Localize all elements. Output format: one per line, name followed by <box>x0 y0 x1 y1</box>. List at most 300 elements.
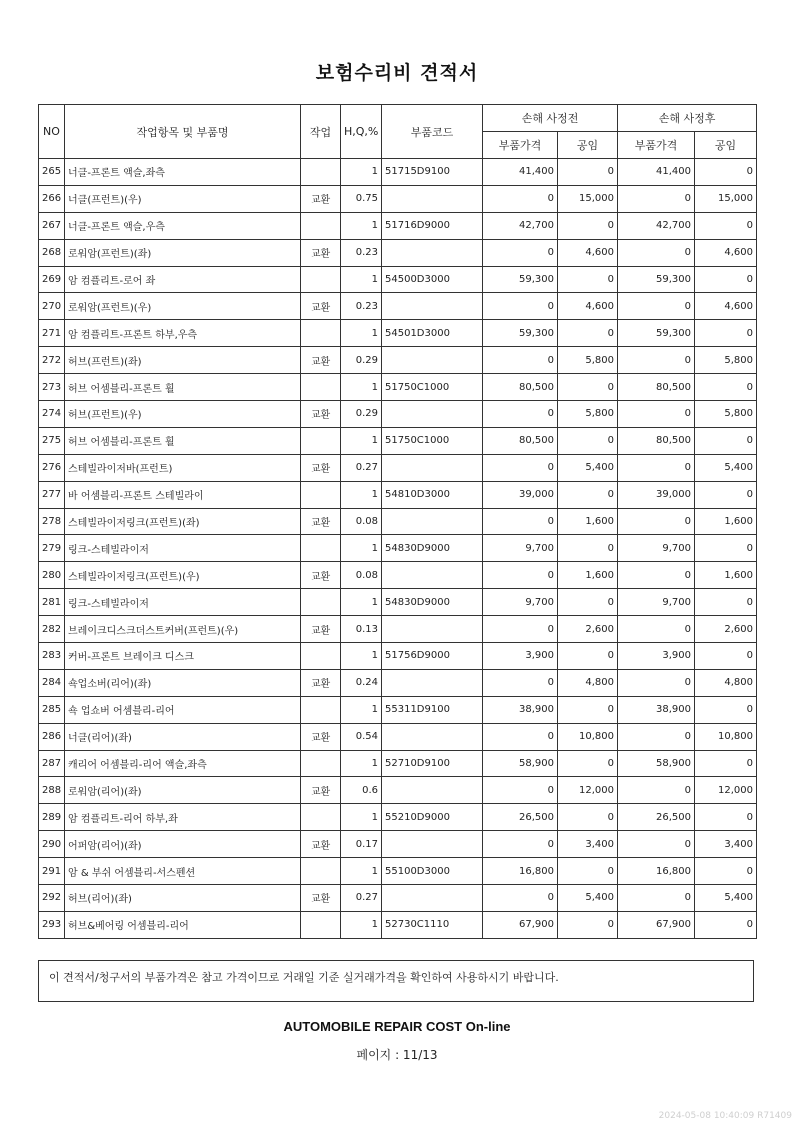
after-labor: 1,600 <box>695 508 757 535</box>
estimate-table <box>38 104 757 939</box>
after-part-price: 0 <box>618 508 695 535</box>
hq-value: 1 <box>341 804 382 831</box>
row-no: 275 <box>39 427 65 454</box>
hq-value: 1 <box>341 159 382 186</box>
before-labor: 5,400 <box>558 885 618 912</box>
part-code: 55210D9000 <box>382 804 483 831</box>
item-name: 쇽 업쇼버 어셈블리-리어 <box>65 696 301 723</box>
row-no: 288 <box>39 777 65 804</box>
before-labor: 4,600 <box>558 293 618 320</box>
before-part-price: 9,700 <box>483 535 558 562</box>
before-part-price: 80,500 <box>483 427 558 454</box>
before-part-price: 16,800 <box>483 858 558 885</box>
row-no: 292 <box>39 885 65 912</box>
item-name: 로워암(리어)(좌) <box>65 777 301 804</box>
hq-value: 1 <box>341 266 382 293</box>
header-item: 작업항목 및 부품명 <box>65 105 301 159</box>
before-part-price: 26,500 <box>483 804 558 831</box>
work-type <box>301 750 341 777</box>
hq-value: 0.23 <box>341 239 382 266</box>
header-after: 손해 사정후 <box>618 105 757 132</box>
before-labor: 0 <box>558 911 618 938</box>
before-part-price: 0 <box>483 723 558 750</box>
row-no: 281 <box>39 589 65 616</box>
row-no: 289 <box>39 804 65 831</box>
after-labor: 0 <box>695 535 757 562</box>
after-labor: 0 <box>695 212 757 239</box>
after-part-price: 41,400 <box>618 159 695 186</box>
before-labor: 5,800 <box>558 347 618 374</box>
after-part-price: 16,800 <box>618 858 695 885</box>
item-name: 너클(프런트)(우) <box>65 185 301 212</box>
part-code: 52710D9100 <box>382 750 483 777</box>
after-labor: 0 <box>695 858 757 885</box>
after-labor: 4,600 <box>695 239 757 266</box>
after-labor: 0 <box>695 481 757 508</box>
before-labor: 0 <box>558 481 618 508</box>
table-row <box>39 185 757 212</box>
before-labor: 0 <box>558 804 618 831</box>
before-labor: 1,600 <box>558 562 618 589</box>
part-code: 52730C1110 <box>382 911 483 938</box>
before-labor: 4,800 <box>558 669 618 696</box>
header-before-labor: 공임 <box>558 132 618 159</box>
work-type <box>301 427 341 454</box>
item-name: 로워암(프런트)(좌) <box>65 239 301 266</box>
before-labor: 12,000 <box>558 777 618 804</box>
after-labor: 4,800 <box>695 669 757 696</box>
table-row <box>39 374 757 401</box>
after-part-price: 0 <box>618 831 695 858</box>
hq-value: 0.27 <box>341 454 382 481</box>
after-labor: 12,000 <box>695 777 757 804</box>
before-part-price: 38,900 <box>483 696 558 723</box>
after-labor: 5,400 <box>695 885 757 912</box>
before-labor: 5,400 <box>558 454 618 481</box>
after-labor: 5,400 <box>695 454 757 481</box>
before-labor: 1,600 <box>558 508 618 535</box>
after-labor: 15,000 <box>695 185 757 212</box>
item-name: 허브 어셈블리-프론트 휠 <box>65 374 301 401</box>
after-labor: 0 <box>695 374 757 401</box>
after-labor: 0 <box>695 266 757 293</box>
table-row <box>39 911 757 938</box>
work-type: 교환 <box>301 669 341 696</box>
table-row <box>39 723 757 750</box>
work-type <box>301 804 341 831</box>
hq-value: 1 <box>341 427 382 454</box>
row-no: 291 <box>39 858 65 885</box>
table-row <box>39 750 757 777</box>
print-timestamp: 2024-05-08 10:40:09 R71409 <box>658 1111 792 1121</box>
before-labor: 0 <box>558 374 618 401</box>
after-labor: 0 <box>695 804 757 831</box>
item-name: 너클-프론트 액슬,우측 <box>65 212 301 239</box>
before-part-price: 0 <box>483 777 558 804</box>
item-name: 너클(리어)(좌) <box>65 723 301 750</box>
row-no: 287 <box>39 750 65 777</box>
hq-value: 1 <box>341 481 382 508</box>
part-code: 54830D9000 <box>382 589 483 616</box>
item-name: 암 컴플리트-리어 하부,좌 <box>65 804 301 831</box>
before-part-price: 0 <box>483 616 558 643</box>
hq-value: 1 <box>341 643 382 670</box>
work-type: 교환 <box>301 616 341 643</box>
part-code <box>382 401 483 428</box>
after-part-price: 67,900 <box>618 911 695 938</box>
hq-value: 0.08 <box>341 508 382 535</box>
item-name: 로워암(프런트)(우) <box>65 293 301 320</box>
hq-value: 1 <box>341 858 382 885</box>
work-type: 교환 <box>301 831 341 858</box>
hq-value: 0.13 <box>341 616 382 643</box>
after-part-price: 0 <box>618 562 695 589</box>
after-part-price: 0 <box>618 347 695 374</box>
row-no: 269 <box>39 266 65 293</box>
table-row <box>39 535 757 562</box>
after-part-price: 59,300 <box>618 320 695 347</box>
work-type <box>301 858 341 885</box>
before-part-price: 59,300 <box>483 266 558 293</box>
before-part-price: 0 <box>483 401 558 428</box>
table-row <box>39 696 757 723</box>
row-no: 278 <box>39 508 65 535</box>
row-no: 282 <box>39 616 65 643</box>
hq-value: 1 <box>341 589 382 616</box>
header-hq: H,Q,% <box>341 105 382 159</box>
item-name: 커버-프론트 브레이크 디스크 <box>65 643 301 670</box>
part-code: 55100D3000 <box>382 858 483 885</box>
before-labor: 0 <box>558 427 618 454</box>
work-type <box>301 589 341 616</box>
after-part-price: 59,300 <box>618 266 695 293</box>
header-before-price: 부품가격 <box>483 132 558 159</box>
before-labor: 0 <box>558 589 618 616</box>
work-type: 교환 <box>301 885 341 912</box>
after-labor: 0 <box>695 911 757 938</box>
before-labor: 0 <box>558 159 618 186</box>
part-code <box>382 562 483 589</box>
part-code: 51750C1000 <box>382 427 483 454</box>
before-labor: 5,800 <box>558 401 618 428</box>
table-row <box>39 858 757 885</box>
row-no: 280 <box>39 562 65 589</box>
row-no: 271 <box>39 320 65 347</box>
table-row <box>39 885 757 912</box>
work-type <box>301 643 341 670</box>
before-part-price: 39,000 <box>483 481 558 508</box>
hq-value: 1 <box>341 911 382 938</box>
table-row <box>39 293 757 320</box>
row-no: 283 <box>39 643 65 670</box>
work-type <box>301 266 341 293</box>
hq-value: 0.17 <box>341 831 382 858</box>
after-labor: 0 <box>695 696 757 723</box>
after-part-price: 80,500 <box>618 374 695 401</box>
hq-value: 1 <box>341 696 382 723</box>
row-no: 274 <box>39 401 65 428</box>
header-work: 작업 <box>301 105 341 159</box>
table-row <box>39 239 757 266</box>
work-type: 교환 <box>301 508 341 535</box>
table-row <box>39 643 757 670</box>
after-labor: 0 <box>695 320 757 347</box>
after-labor: 0 <box>695 427 757 454</box>
before-labor: 0 <box>558 320 618 347</box>
part-code <box>382 347 483 374</box>
item-name: 스테빌라이저링크(프런트)(우) <box>65 562 301 589</box>
header-code: 부품코드 <box>382 105 483 159</box>
document-title: 보험수리비 견적서 <box>315 62 479 84</box>
after-part-price: 42,700 <box>618 212 695 239</box>
after-part-price: 0 <box>618 454 695 481</box>
before-labor: 10,800 <box>558 723 618 750</box>
after-labor: 3,400 <box>695 831 757 858</box>
after-labor: 0 <box>695 159 757 186</box>
row-no: 290 <box>39 831 65 858</box>
hq-value: 0.08 <box>341 562 382 589</box>
part-code: 54500D3000 <box>382 266 483 293</box>
work-type: 교환 <box>301 723 341 750</box>
part-code: 55311D9100 <box>382 696 483 723</box>
part-code <box>382 723 483 750</box>
before-labor: 4,600 <box>558 239 618 266</box>
after-labor: 0 <box>695 750 757 777</box>
before-part-price: 0 <box>483 239 558 266</box>
hq-value: 0.24 <box>341 669 382 696</box>
work-type: 교환 <box>301 401 341 428</box>
after-part-price: 26,500 <box>618 804 695 831</box>
part-code: 51716D9000 <box>382 212 483 239</box>
after-part-price: 3,900 <box>618 643 695 670</box>
part-code <box>382 831 483 858</box>
row-no: 272 <box>39 347 65 374</box>
after-labor: 5,800 <box>695 401 757 428</box>
table-row <box>39 508 757 535</box>
after-part-price: 58,900 <box>618 750 695 777</box>
after-part-price: 0 <box>618 185 695 212</box>
item-name: 암 컴플리트-프론트 하부,우측 <box>65 320 301 347</box>
table-row <box>39 212 757 239</box>
after-labor: 1,600 <box>695 562 757 589</box>
work-type <box>301 481 341 508</box>
hq-value: 0.75 <box>341 185 382 212</box>
table-row <box>39 562 757 589</box>
table-row <box>39 831 757 858</box>
table-row <box>39 427 757 454</box>
after-part-price: 9,700 <box>618 589 695 616</box>
part-code <box>382 885 483 912</box>
hq-value: 0.23 <box>341 293 382 320</box>
hq-value: 1 <box>341 320 382 347</box>
before-labor: 0 <box>558 696 618 723</box>
work-type <box>301 374 341 401</box>
before-part-price: 0 <box>483 831 558 858</box>
part-code <box>382 508 483 535</box>
table-row <box>39 320 757 347</box>
part-code: 51715D9100 <box>382 159 483 186</box>
item-name: 스테빌라이저링크(프런트)(좌) <box>65 508 301 535</box>
header-before: 손해 사정전 <box>483 105 618 132</box>
item-name: 스테빌라이저바(프런트) <box>65 454 301 481</box>
after-part-price: 0 <box>618 885 695 912</box>
table-row <box>39 481 757 508</box>
work-type: 교환 <box>301 185 341 212</box>
work-type: 교환 <box>301 777 341 804</box>
before-labor: 0 <box>558 535 618 562</box>
work-type <box>301 911 341 938</box>
item-name: 쇽업소버(리어)(좌) <box>65 669 301 696</box>
row-no: 277 <box>39 481 65 508</box>
after-labor: 2,600 <box>695 616 757 643</box>
after-part-price: 0 <box>618 401 695 428</box>
before-part-price: 0 <box>483 454 558 481</box>
work-type: 교환 <box>301 454 341 481</box>
work-type <box>301 696 341 723</box>
hq-value: 0.54 <box>341 723 382 750</box>
header-after-labor: 공임 <box>695 132 757 159</box>
work-type <box>301 212 341 239</box>
item-name: 바 어셈블리-프론트 스테빌라이 <box>65 481 301 508</box>
before-labor: 0 <box>558 858 618 885</box>
part-code <box>382 239 483 266</box>
item-name: 어퍼암(리어)(좌) <box>65 831 301 858</box>
row-no: 270 <box>39 293 65 320</box>
item-name: 너클-프론트 액슬,좌측 <box>65 159 301 186</box>
part-code <box>382 616 483 643</box>
after-part-price: 38,900 <box>618 696 695 723</box>
hq-value: 0.29 <box>341 401 382 428</box>
after-part-price: 39,000 <box>618 481 695 508</box>
before-labor: 2,600 <box>558 616 618 643</box>
table-row <box>39 401 757 428</box>
work-type <box>301 535 341 562</box>
item-name: 암 & 부쉬 어셈블리-서스펜션 <box>65 858 301 885</box>
table-row <box>39 347 757 374</box>
before-part-price: 59,300 <box>483 320 558 347</box>
before-part-price: 67,900 <box>483 911 558 938</box>
after-labor: 10,800 <box>695 723 757 750</box>
part-code: 54830D9000 <box>382 535 483 562</box>
work-type: 교환 <box>301 239 341 266</box>
after-part-price: 0 <box>618 723 695 750</box>
row-no: 266 <box>39 185 65 212</box>
item-name: 링크-스테빌라이저 <box>65 589 301 616</box>
table-row <box>39 454 757 481</box>
before-part-price: 3,900 <box>483 643 558 670</box>
header-no: NO <box>39 105 65 159</box>
before-part-price: 0 <box>483 293 558 320</box>
after-part-price: 0 <box>618 293 695 320</box>
part-code <box>382 454 483 481</box>
hq-value: 0.29 <box>341 347 382 374</box>
row-no: 273 <box>39 374 65 401</box>
after-labor: 0 <box>695 589 757 616</box>
before-part-price: 9,700 <box>483 589 558 616</box>
item-name: 허브(프런트)(우) <box>65 401 301 428</box>
before-labor: 0 <box>558 643 618 670</box>
hq-value: 1 <box>341 212 382 239</box>
before-labor: 15,000 <box>558 185 618 212</box>
part-code <box>382 185 483 212</box>
part-code <box>382 777 483 804</box>
after-labor: 0 <box>695 643 757 670</box>
work-type: 교환 <box>301 562 341 589</box>
row-no: 279 <box>39 535 65 562</box>
item-name: 허브(리어)(좌) <box>65 885 301 912</box>
table-row <box>39 804 757 831</box>
part-code <box>382 669 483 696</box>
table-body <box>39 159 757 939</box>
after-part-price: 0 <box>618 239 695 266</box>
before-part-price: 0 <box>483 562 558 589</box>
row-no: 265 <box>39 159 65 186</box>
hq-value: 0.27 <box>341 885 382 912</box>
after-part-price: 0 <box>618 669 695 696</box>
hq-value: 1 <box>341 374 382 401</box>
row-no: 268 <box>39 239 65 266</box>
before-part-price: 41,400 <box>483 159 558 186</box>
part-code: 51750C1000 <box>382 374 483 401</box>
before-part-price: 58,900 <box>483 750 558 777</box>
work-type <box>301 159 341 186</box>
item-name: 허브&베어링 어셈블리-리어 <box>65 911 301 938</box>
before-labor: 0 <box>558 266 618 293</box>
part-code: 54810D3000 <box>382 481 483 508</box>
row-no: 285 <box>39 696 65 723</box>
page-number: 페이지 : 11/13 <box>356 1048 438 1062</box>
table-row <box>39 589 757 616</box>
table-row <box>39 159 757 186</box>
after-part-price: 80,500 <box>618 427 695 454</box>
part-code <box>382 293 483 320</box>
row-no: 293 <box>39 911 65 938</box>
before-labor: 0 <box>558 750 618 777</box>
row-no: 267 <box>39 212 65 239</box>
hq-value: 1 <box>341 750 382 777</box>
work-type <box>301 320 341 347</box>
hq-value: 1 <box>341 535 382 562</box>
work-type: 교환 <box>301 293 341 320</box>
item-name: 링크-스테빌라이저 <box>65 535 301 562</box>
before-part-price: 0 <box>483 185 558 212</box>
after-labor: 5,800 <box>695 347 757 374</box>
part-code: 54501D3000 <box>382 320 483 347</box>
before-labor: 0 <box>558 212 618 239</box>
work-type: 교환 <box>301 347 341 374</box>
footer-brand: AUTOMOBILE REPAIR COST On-line <box>283 1019 511 1034</box>
before-part-price: 0 <box>483 669 558 696</box>
before-part-price: 0 <box>483 508 558 535</box>
before-part-price: 0 <box>483 347 558 374</box>
item-name: 캐리어 어셈블리-리어 액슬,좌측 <box>65 750 301 777</box>
row-no: 276 <box>39 454 65 481</box>
before-part-price: 0 <box>483 885 558 912</box>
notice-box <box>38 960 754 1002</box>
after-part-price: 0 <box>618 777 695 804</box>
item-name: 허브(프런트)(좌) <box>65 347 301 374</box>
table-row <box>39 777 757 804</box>
before-part-price: 42,700 <box>483 212 558 239</box>
hq-value: 0.6 <box>341 777 382 804</box>
after-labor: 4,600 <box>695 293 757 320</box>
notice-text: 이 견적서/청구서의 부품가격은 참고 가격이므로 거래일 기준 실거래가격을 확인하여 사용하시기 바랍니다. <box>49 971 559 984</box>
table-row <box>39 266 757 293</box>
row-no: 286 <box>39 723 65 750</box>
before-part-price: 80,500 <box>483 374 558 401</box>
item-name: 암 컴플리트-로어 좌 <box>65 266 301 293</box>
table-row <box>39 669 757 696</box>
